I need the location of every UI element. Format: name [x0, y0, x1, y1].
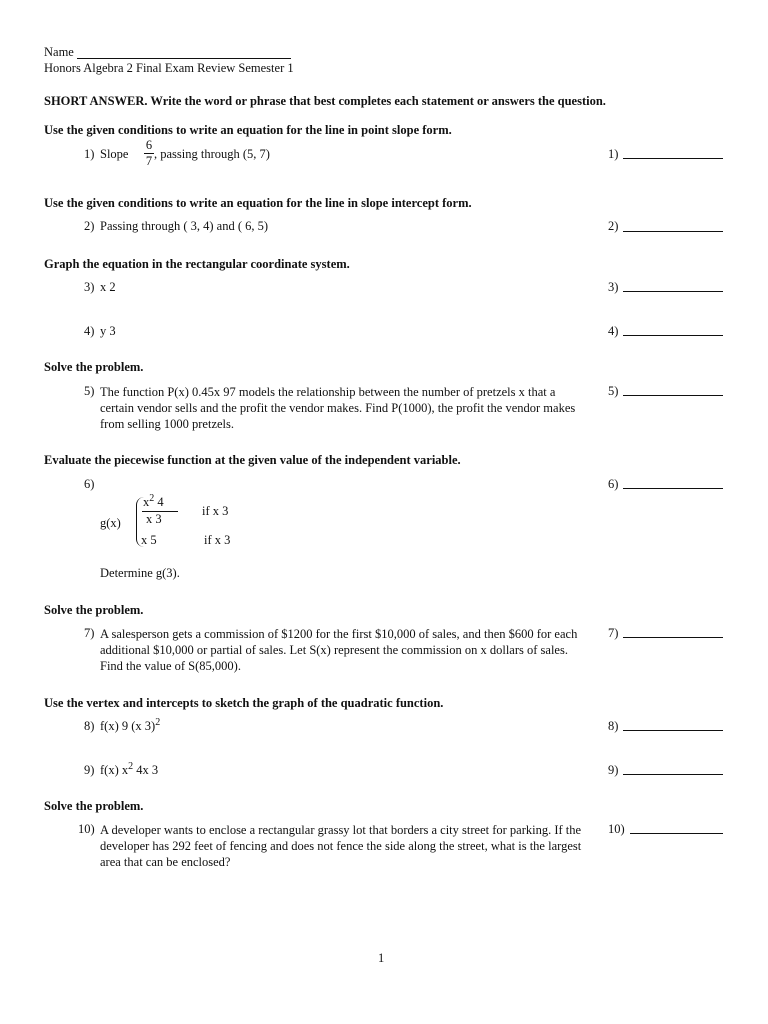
answer-blank[interactable] — [623, 637, 723, 638]
question-number: 3) — [84, 280, 95, 294]
piece-condition: if x 3 — [204, 533, 231, 547]
function-name: g(x) — [100, 516, 121, 530]
section-heading: Evaluate the piecewise function at the given value of the independent variable. — [44, 453, 461, 467]
section-heading: Use the given conditions to write an equation for the line in point slope form. — [44, 123, 452, 137]
question-text: x 2 — [100, 280, 116, 294]
answer-blank[interactable] — [623, 774, 723, 775]
section-heading: Solve the problem. — [44, 603, 144, 617]
piece-numerator: $x^2$ 4 — [143, 493, 164, 509]
page-number: 1 — [378, 951, 385, 965]
answer-blank[interactable] — [623, 291, 723, 292]
question-number: 4) — [84, 324, 95, 338]
question-text: Slope — [100, 147, 129, 161]
question-number: 8) — [84, 719, 95, 733]
name-label: Name — [44, 45, 74, 59]
answer-number: 1) — [608, 147, 619, 161]
question-number: 6) — [84, 477, 95, 491]
question-text: f(x) 9 (x 3)$^2$ — [100, 717, 161, 733]
section-heading: Solve the problem. — [44, 799, 144, 813]
page-title: Honors Algebra 2 Final Exam Review Semester 1 — [44, 61, 294, 75]
instructions: SHORT ANSWER. Write the word or phrase that best completes each statement or answers the question. — [44, 94, 606, 108]
question-number: 2) — [84, 219, 95, 233]
question-text: Passing through ( 3, 4) and ( 6, 5) — [100, 219, 269, 233]
question-text: Determine g(3). — [100, 566, 180, 580]
piece-denominator: x 3 — [146, 512, 162, 526]
answer-number: 5) — [608, 384, 619, 398]
question-number: 7) — [84, 626, 95, 640]
piece-condition: if x 3 — [202, 504, 229, 518]
answer-number: 10) — [608, 822, 625, 836]
answer-number: 2) — [608, 219, 619, 233]
answer-number: 8) — [608, 719, 619, 733]
answer-number: 4) — [608, 324, 619, 338]
answer-blank[interactable] — [623, 395, 723, 396]
answer-number: 3) — [608, 280, 619, 294]
fraction-numerator: 6 — [145, 138, 153, 152]
answer-blank[interactable] — [630, 833, 723, 834]
question-text: The function P(x) 0.45x 97 models the relationship between the number of pretzels x that a certain vendor sells and the profit the vendor makes. Find P(1000), the profit the vendor makes from selling 1000 pretzels. — [100, 385, 576, 431]
question-number: 9) — [84, 763, 95, 777]
question-number: 5) — [84, 384, 95, 398]
answer-blank[interactable] — [623, 158, 723, 159]
question-number: 1) — [84, 147, 95, 161]
question-text: y 3 — [100, 324, 116, 338]
question-text: f(x) $x^2$ 4x 3 — [100, 761, 159, 777]
piece-expression: x 5 — [141, 533, 157, 547]
section-heading: Use the given conditions to write an equation for the line in slope intercept form. — [44, 196, 472, 210]
answer-blank[interactable] — [623, 335, 723, 336]
question-text: A developer wants to enclose a rectangular grassy lot that borders a city street for parking. If the developer has 292 feet of fencing and does not fence the side along the street, what is the largest area that can be enclosed? — [100, 823, 582, 869]
question-text: A salesperson gets a commission of $1200 for the first $10,000 of sales, and then $600 for each additional $10,000 or partial of sales. Let S(x) represent the commission on x dollars of sales. Find the value of S(85,000). — [100, 627, 578, 673]
question-text: , passing through (5, 7) — [154, 147, 270, 161]
section-heading: Graph the equation in the rectangular coordinate system. — [44, 257, 350, 271]
question-number: 10) — [78, 822, 95, 836]
answer-number: 9) — [608, 763, 619, 777]
answer-blank[interactable] — [623, 488, 723, 489]
section-heading: Solve the problem. — [44, 360, 144, 374]
answer-number: 6) — [608, 477, 619, 491]
section-heading: Use the vertex and intercepts to sketch the graph of the quadratic function. — [44, 696, 444, 710]
name-blank[interactable] — [77, 58, 291, 59]
answer-blank[interactable] — [623, 231, 723, 232]
fraction-denominator: 7 — [145, 154, 153, 168]
answer-blank[interactable] — [623, 730, 723, 731]
answer-number: 7) — [608, 626, 619, 640]
